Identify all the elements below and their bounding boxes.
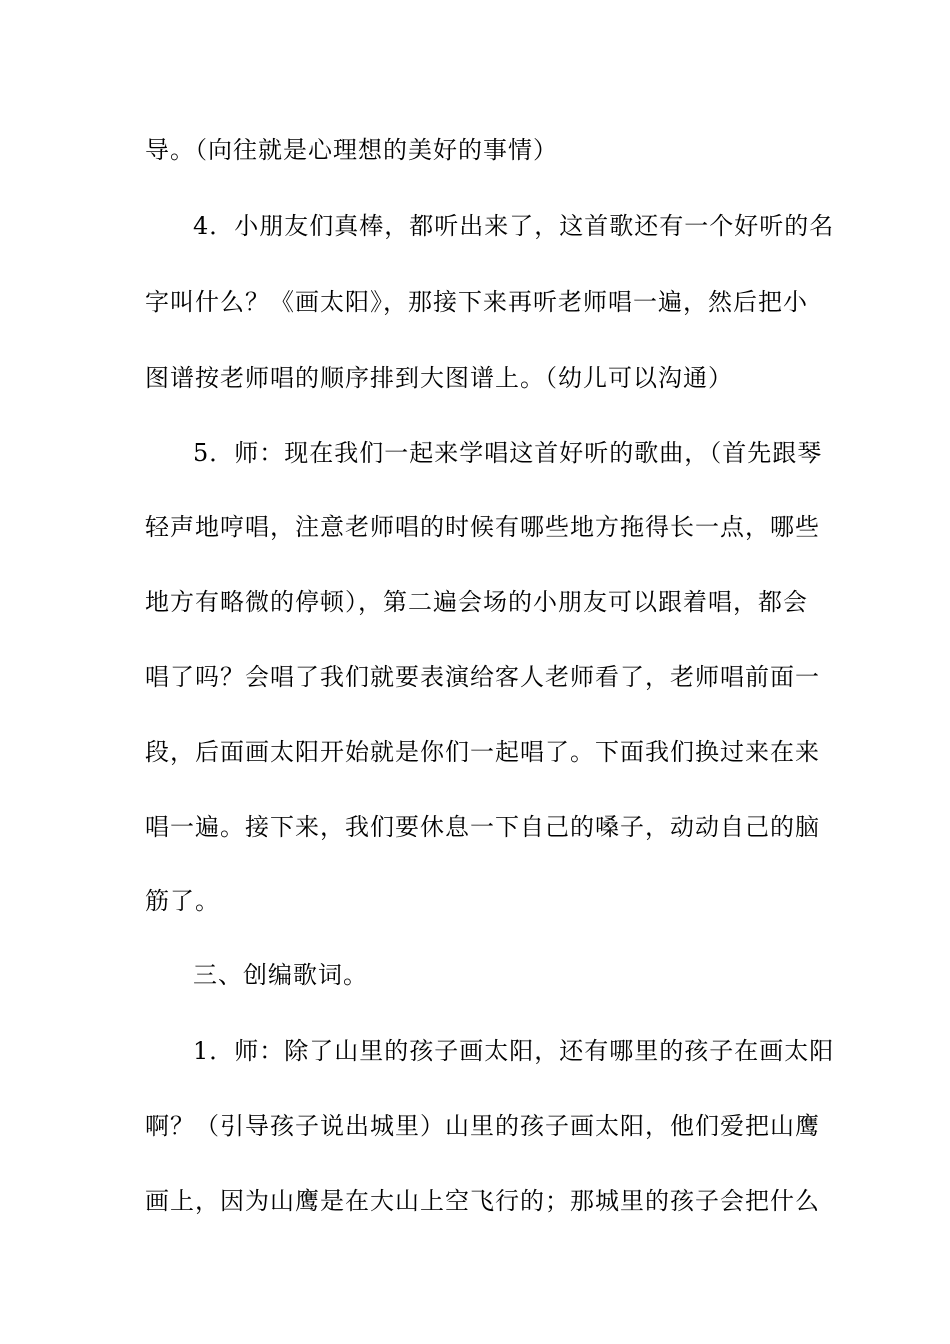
text-line: 啊？（引导孩子说出城里）山里的孩子画太阳，他们爱把山鹰 (145, 1112, 820, 1140)
text-line: 轻声地哼唱，注意老师唱的时候有哪些地方拖得长一点，哪些 (145, 513, 820, 541)
section-heading: 三、创编歌词。 (193, 961, 368, 989)
text-line: 画上，因为山鹰是在大山上空飞行的；那城里的孩子会把什么 (145, 1187, 820, 1215)
text-line: 地方有略微的停顿），第二遍会场的小朋友可以跟着唱，都会 (145, 588, 808, 616)
text-line: 字叫什么？《画太阳》，那接下来再听老师唱一遍，然后把小 (145, 288, 808, 316)
text-line: 4．小朋友们真棒，都听出来了，这首歌还有一个好听的名 (193, 212, 835, 240)
text-line: 段，后面画太阳开始就是你们一起唱了。下面我们换过来在来 (145, 738, 820, 766)
text-line: 导。（向往就是心理想的美好的事情） (145, 136, 558, 164)
text-line: 唱一遍。接下来，我们要休息一下自己的嗓子，动动自己的脑 (145, 813, 820, 841)
text-line: 筋了。 (145, 887, 220, 915)
text-line: 唱了吗？会唱了我们就要表演给客人老师看了，老师唱前面一 (145, 663, 820, 691)
text-line: 1．师：除了山里的孩子画太阳，还有哪里的孩子在画太阳 (193, 1037, 835, 1065)
text-line: 图谱按老师唱的顺序排到大图谱上。（幼儿可以沟通） (145, 364, 733, 392)
text-line: 5．师：现在我们一起来学唱这首好听的歌曲，（首先跟琴 (193, 439, 823, 467)
